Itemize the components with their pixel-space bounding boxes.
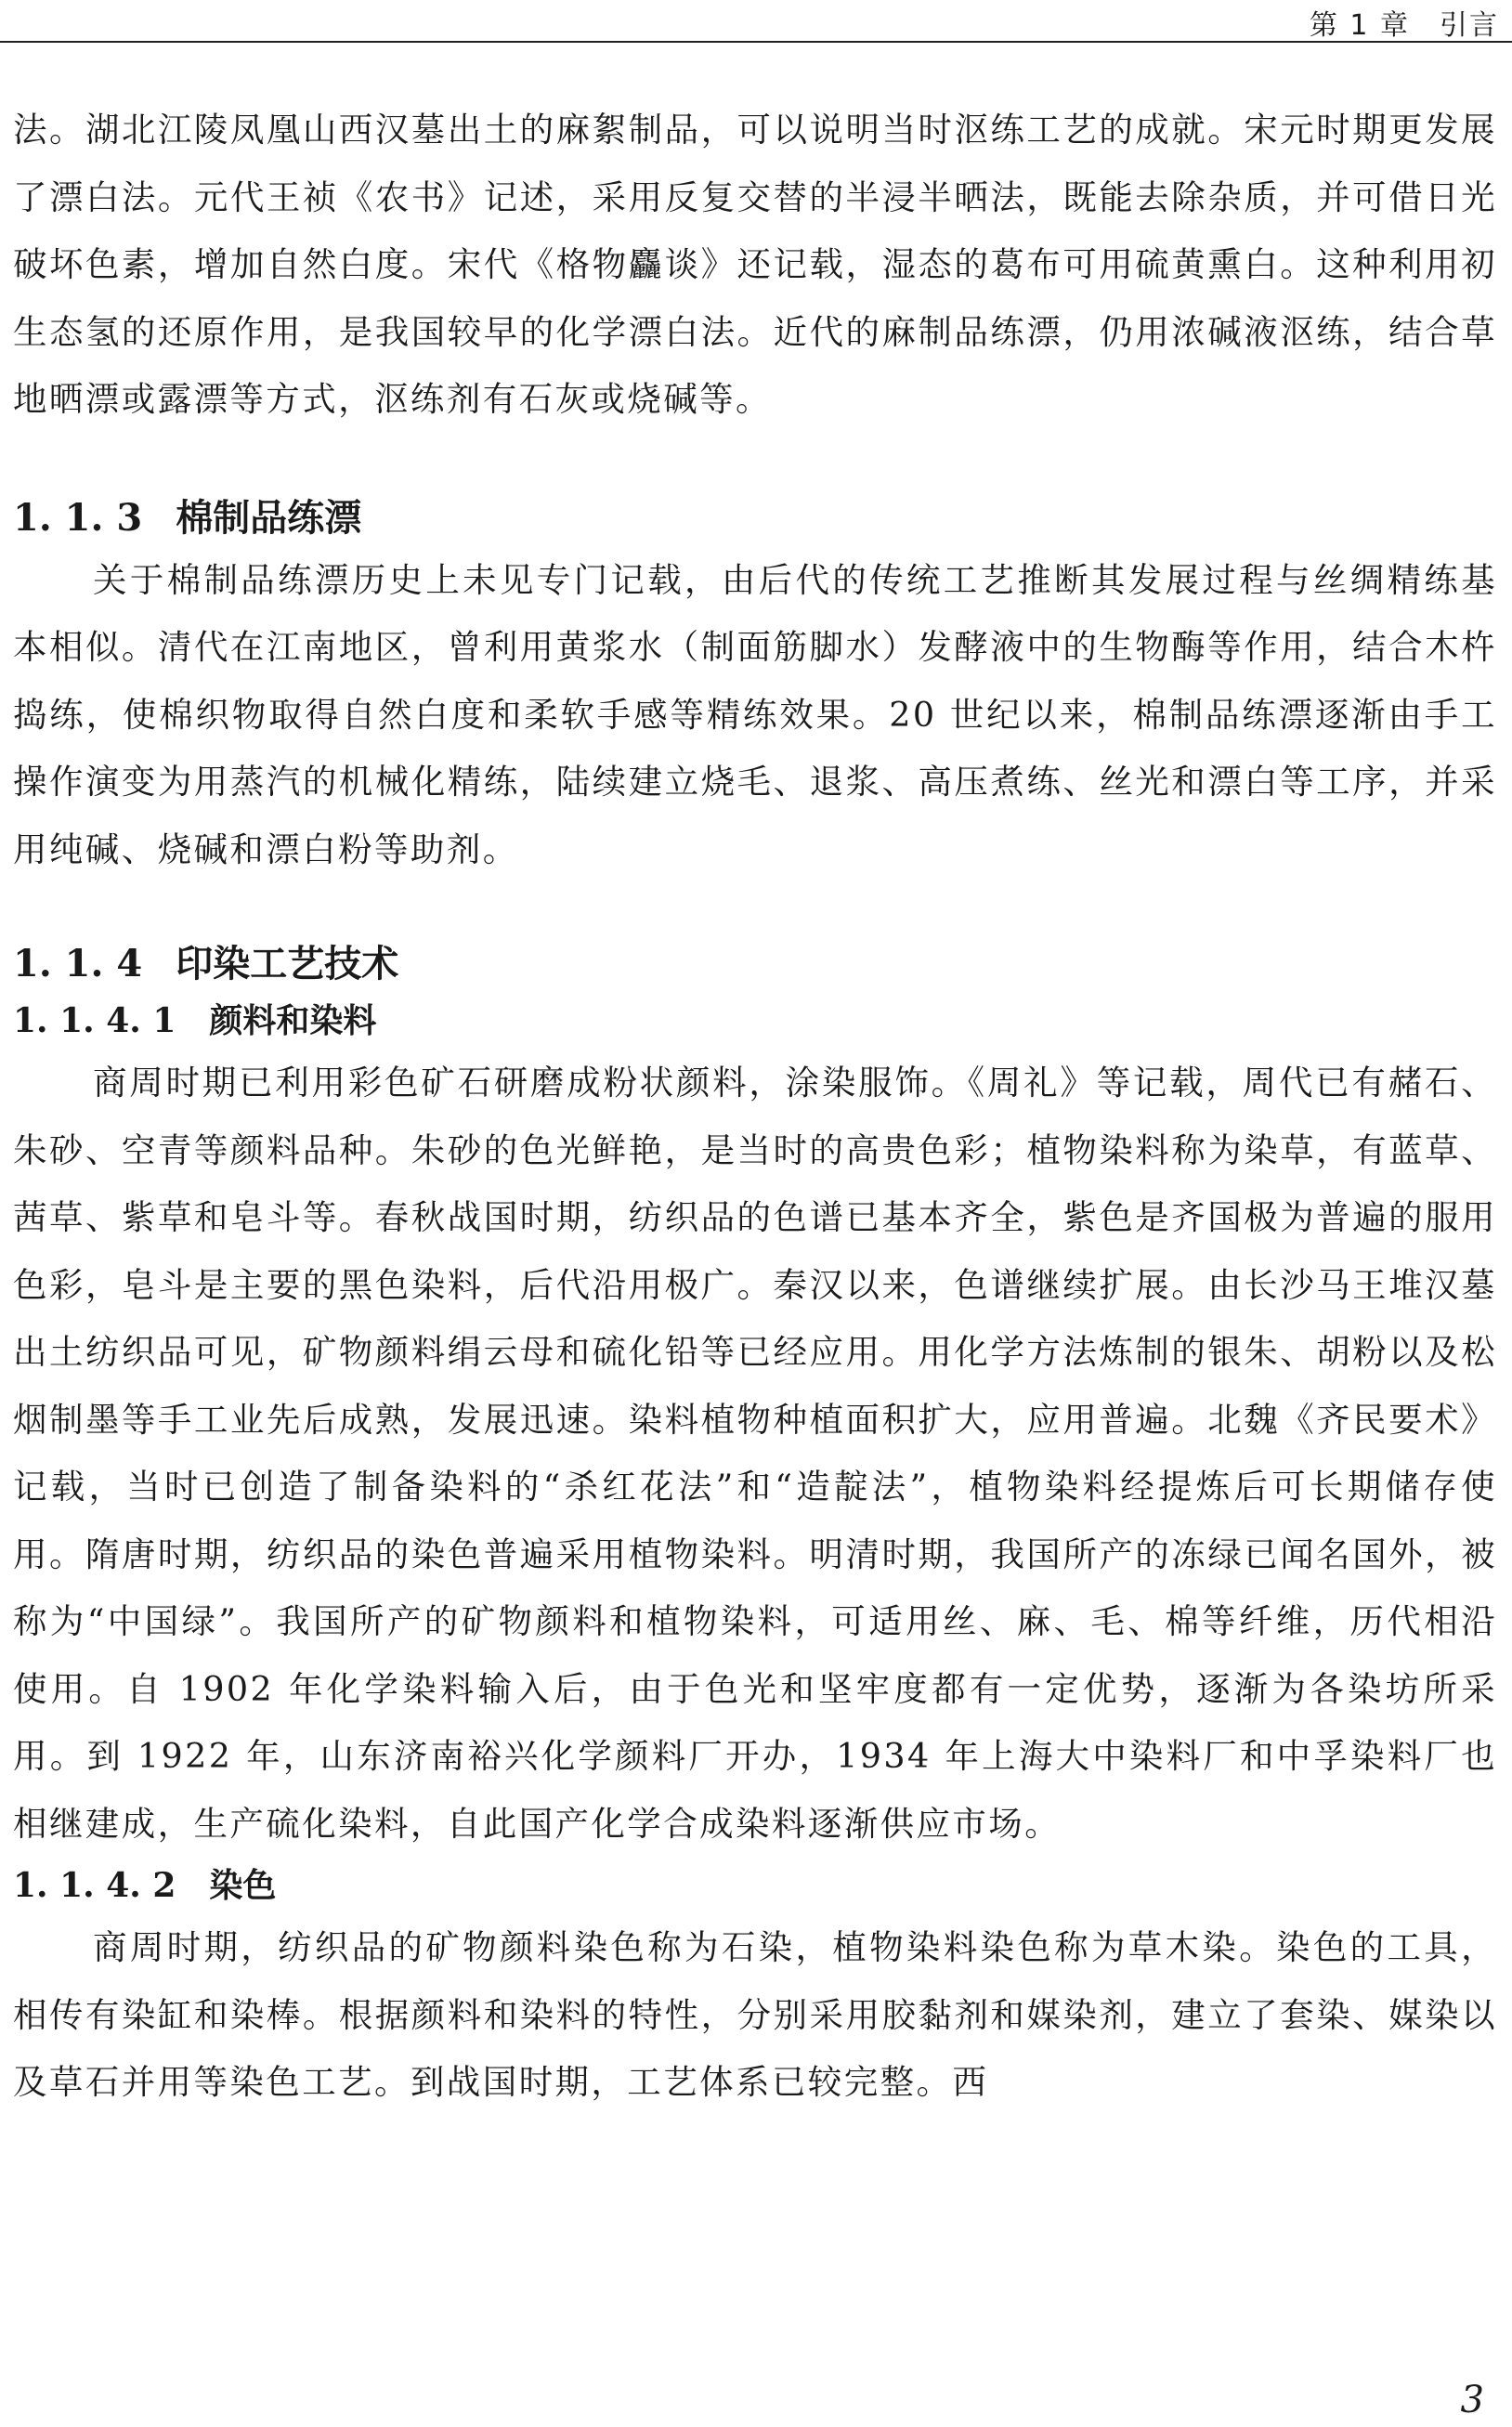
paragraph-dyeing: 商周时期，纺织品的矿物颜料染色称为石染，植物染料染色称为草木染。染色的工具，相传有染缸和染棒。根据颜料和染料的特性，分别采用胶黏剂和媒染剂，建立了套染、媒染以及草石并用等染色工艺。到战国时期，工艺体系已较完整。西	[13, 1927, 1497, 2102]
subsection-number: 1. 1. 4. 1	[13, 1001, 176, 1040]
subsection-heading-1-1-4-1	[13, 993, 1497, 1050]
paragraph-pigments-dyes: 商周时期已利用彩色矿石研磨成粉状颜料，涂染服饰。《周礼》等记载，周代已有赭石、朱砂、空青等颜料品种。朱砂的色光鲜艳，是当时的高贵色彩；植物染料称为染草，有蓝草、茜草、紫草和皂斗等。春秋战国时期，纺织品的色谱已基本齐全，紫色是齐国极为普遍的服用色彩，皂斗是主要的黑色染料，后代沿用极广。秦汉以来，色谱继续扩展。由长沙马王堆汉墓出土纺织品可见，矿物颜料绢云母和硫化铅等已经应用。用化学方法炼制的银朱、胡粉以及松烟制墨等手工业先后成熟，发展迅速。染料植物种植面积扩大，应用普遍。北魏《齐民要术》记载，当时已创造了制备染料的“杀红花法”和“造靛法”，植物染料经提炼后可长期储存使用。隋唐时期，纺织品的染色普遍采用植物染料。明清时期，我国所产的冻绿已闻名国外，被称为“中国绿”。我国所产的矿物颜料和植物染料，可适用丝、麻、毛、棉等纤维，历代相沿使用。自 1902 年化学染料输入后，由于色光和坚牢度都有一定优势，逐渐为各染坊所采用。到 1922 年，山东济南裕兴化学颜料厂开办，1934 年上海大中染料厂和中孚染料厂也相继建成，生产硫化染料，自此国产化学合成染料逐渐供应市场。	[13, 1063, 1497, 1844]
subsection-title: 颜料和染料	[209, 1002, 377, 1040]
section-number: 1. 1. 4	[13, 942, 143, 985]
page-number: 3	[1460, 2379, 1484, 2421]
page-header	[0, 0, 1512, 43]
section-number: 1. 1. 3	[13, 495, 143, 540]
paragraph-bleaching-continued: 法。湖北江陵凤凰山西汉墓出土的麻絮制品，可以说明当时沤练工艺的成就。宋元时期更发展了漂白法。元代王祯《农书》记述，采用反复交替的半浸半晒法，既能去除杂质，并可借日光破坏色素，增加自然白度。宋代《格物麤谈》还记载，湿态的葛布可用硫黄熏白。这种利用初生态氢的还原作用，是我国较早的化学漂白法。近代的麻制品练漂，仍用浓碱液沤练，结合草地晒漂或露漂等方式，沤练剂有石灰或烧碱等。	[13, 110, 1497, 419]
section-heading-1-1-4	[13, 935, 1497, 993]
section-heading-1-1-3	[13, 489, 1497, 547]
subsection-number: 1. 1. 4. 2	[13, 1866, 176, 1905]
section-title: 印染工艺技术	[176, 943, 399, 985]
section-title: 棉制品练漂	[176, 496, 362, 540]
page-body	[13, 97, 1497, 2117]
subsection-title: 染色	[209, 1867, 277, 1905]
subsection-heading-1-1-4-2	[13, 1858, 1497, 1914]
paragraph-cotton-bleaching: 关于棉制品练漂历史上未见专门记载，由后代的传统工艺推断其发展过程与丝绸精练基本相似。清代在江南地区，曾利用黄浆水（制面筋脚水）发酵液中的生物酶等作用，结合木杵捣练，使棉织物取得自然白度和柔软手感等精练效果。20 世纪以来，棉制品练漂逐渐由手工操作演变为用蒸汽的机械化精练，陆续建立烧毛、退浆、高压煮练、丝光和漂白等工序，并采用纯碱、烧碱和漂白粉等助剂。	[13, 559, 1497, 869]
running-head-chapter: 第 1 章 引言	[1309, 9, 1499, 42]
